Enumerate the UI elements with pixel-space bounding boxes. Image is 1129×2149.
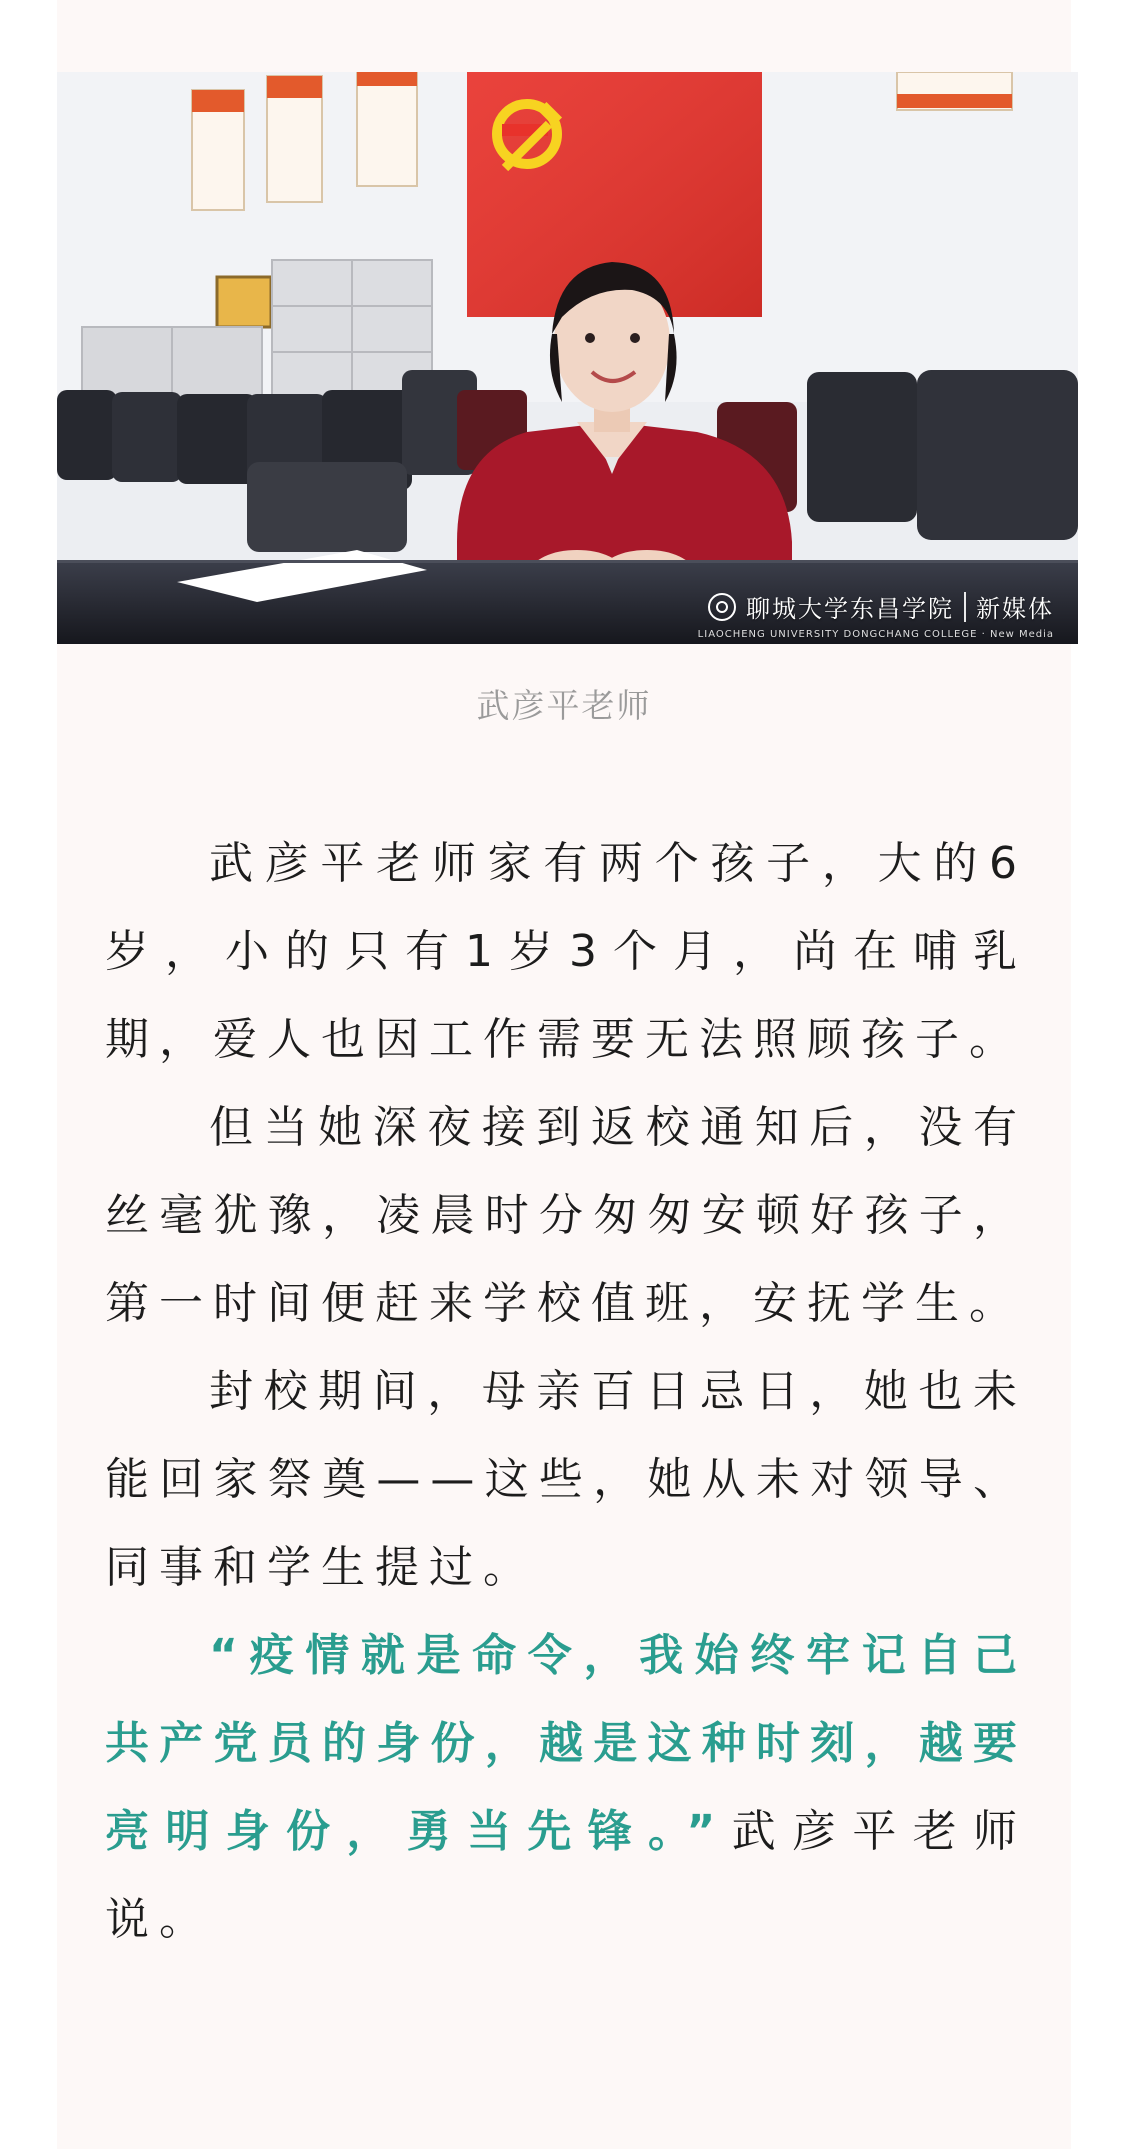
- teacher-photo: [57, 72, 1078, 644]
- article-body: [105, 820, 1027, 1964]
- quote-attribution: 武彦平老师说。: [105, 1806, 1028, 1945]
- paragraph-3: 封校期间，母亲百日忌日，她也未能回家祭奠——这些，她从未对领导、同事和学生提过。: [105, 1366, 1027, 1593]
- highlighted-quote: “疫情就是命令，我始终牢记自己共产党员的身份，越是这种时刻，越要亮明身份，勇当先锋。”: [105, 1630, 1027, 1857]
- quote-paragraph: [105, 1612, 1027, 1964]
- school-watermark: [697, 589, 1054, 640]
- school-logo-icon: [708, 593, 736, 621]
- article-card: [57, 0, 1071, 2149]
- watermark-subtitle: LIAOCHENG UNIVERSITY DONGCHANG COLLEGE · New Media: [697, 629, 1054, 640]
- watermark-divider: [964, 592, 966, 622]
- photo-caption: 武彦平老师: [476, 686, 652, 725]
- watermark-channel: 新媒体: [976, 595, 1054, 623]
- photo-illustration: [57, 72, 1078, 644]
- paragraph-2: 但当她深夜接到返校通知后，没有丝毫犹豫，凌晨时分匆匆安顿好孩子，第一时间便赶来学校值班，安抚学生。: [105, 1102, 1027, 1329]
- watermark-school-name: 聊城大学东昌学院: [746, 595, 954, 623]
- paragraph-1: 武彦平老师家有两个孩子，大的6岁，小的只有1岁3个月，尚在哺乳期，爱人也因工作需要无法照顾孩子。: [105, 838, 1027, 1065]
